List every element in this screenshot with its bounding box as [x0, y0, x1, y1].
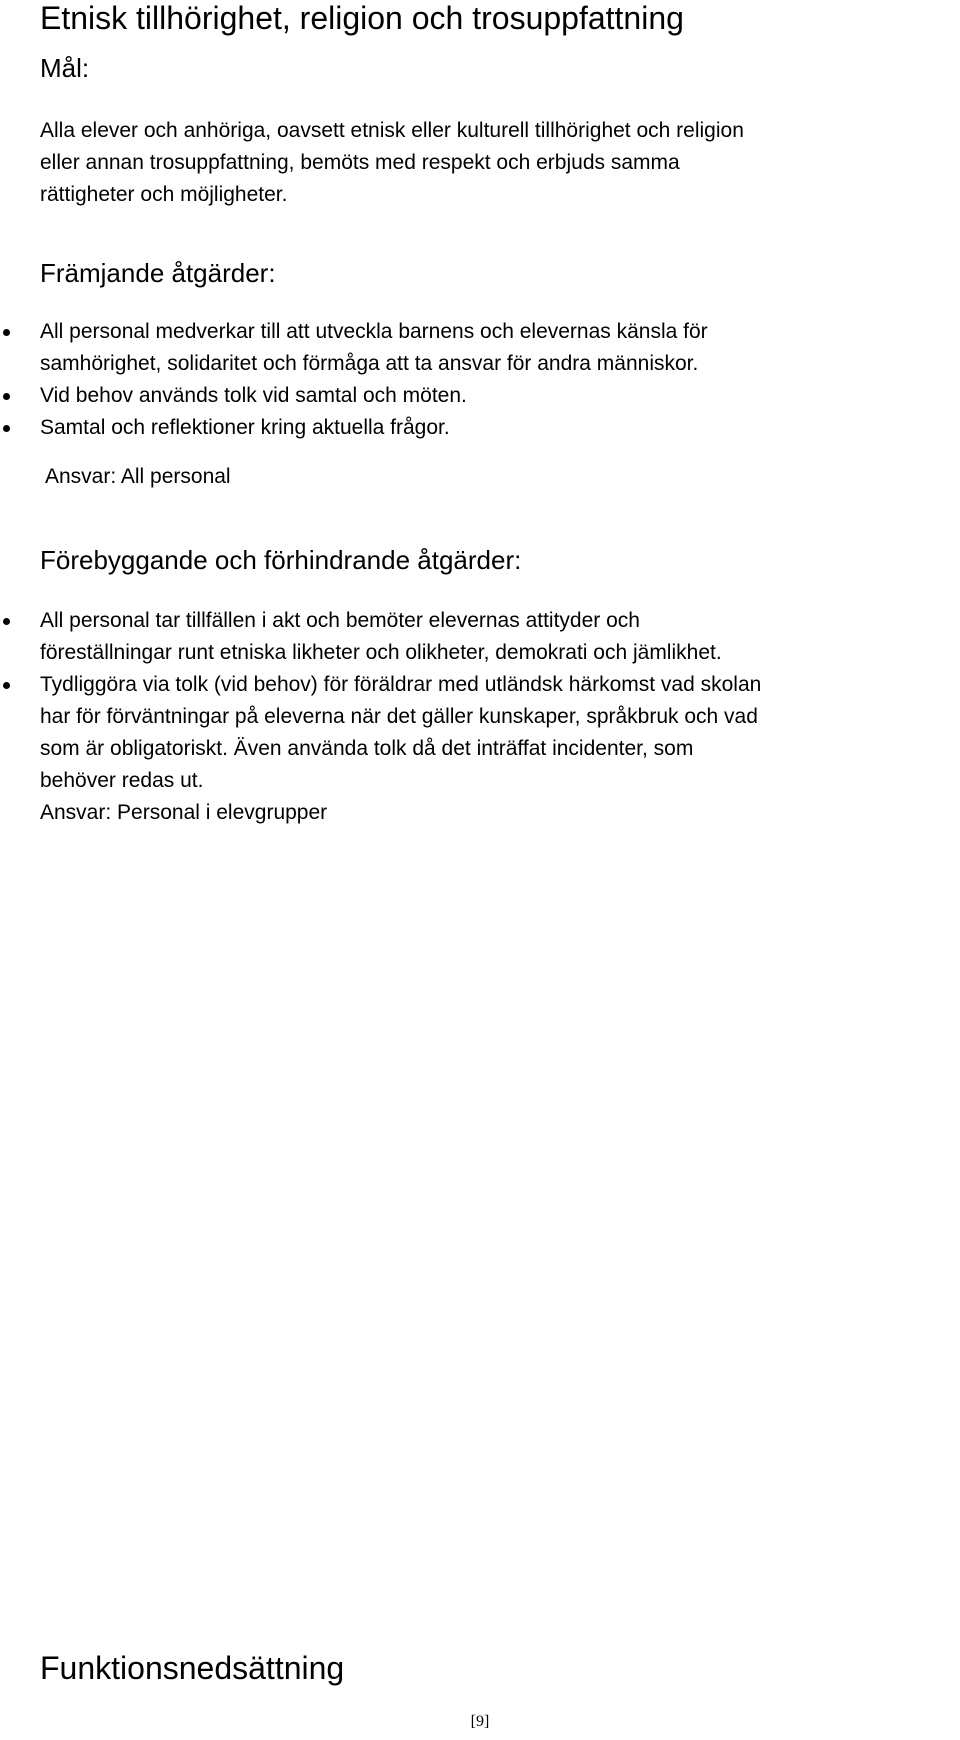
goal-text-line: eller annan trosuppfattning, bemöts med respekt och erbjuds samma	[40, 151, 680, 174]
list-item	[0, 412, 960, 444]
list-item-text: föreställningar runt etniska likheter och olikheter, demokrati och jämlikhet.	[40, 641, 722, 664]
section-title-funktionsnedsattning: Funktionsnedsättning	[40, 1650, 345, 1686]
bullet-icon	[3, 393, 10, 400]
bullet-icon	[3, 329, 10, 336]
bullet-icon	[3, 682, 10, 689]
list-item-text: som är obligatoriskt. Även använda tolk då det inträffat incidenter, som	[40, 737, 694, 760]
goal-text-line: rättigheter och möjligheter.	[40, 183, 288, 206]
promoting-heading: Främjande åtgärder:	[40, 258, 276, 288]
preventive-responsible: Ansvar: Personal i elevgrupper	[40, 801, 328, 824]
preventive-heading: Förebyggande och förhindrande åtgärder:	[40, 545, 522, 575]
goal-text	[40, 115, 940, 211]
bullet-icon	[3, 618, 10, 625]
list-item	[0, 380, 960, 412]
list-item-text: samhörighet, solidaritet och förmåga att ta ansvar för andra människor.	[40, 352, 699, 375]
list-item	[0, 669, 960, 797]
bullet-icon	[3, 425, 10, 432]
list-item	[0, 605, 960, 669]
list-item	[0, 316, 960, 380]
page-title: Etnisk tillhörighet, religion och trosuppfattning	[40, 0, 684, 36]
list-item-text: har för förväntningar på eleverna när det gäller kunskaper, språkbruk och vad	[40, 705, 758, 728]
page-number: [9]	[470, 1713, 490, 1730]
preventive-list	[0, 605, 960, 797]
list-item-text: Samtal och reflektioner kring aktuella frågor.	[40, 416, 450, 439]
goal-heading: Mål:	[40, 53, 90, 83]
promoting-responsible: Ansvar: All personal	[45, 465, 231, 488]
list-item-text: Vid behov används tolk vid samtal och möten.	[40, 384, 467, 407]
list-item-text: All personal tar tillfällen i akt och bemöter elevernas attityder och	[40, 609, 640, 632]
list-item-text: All personal medverkar till att utveckla barnens och elevernas känsla för	[40, 320, 708, 343]
promoting-list	[0, 316, 960, 444]
list-item-text: Tydliggöra via tolk (vid behov) för föräldrar med utländsk härkomst vad skolan	[40, 673, 762, 696]
goal-text-line: Alla elever och anhöriga, oavsett etnisk eller kulturell tillhörighet och religion	[40, 119, 744, 142]
list-item-text: behöver redas ut.	[40, 769, 204, 792]
